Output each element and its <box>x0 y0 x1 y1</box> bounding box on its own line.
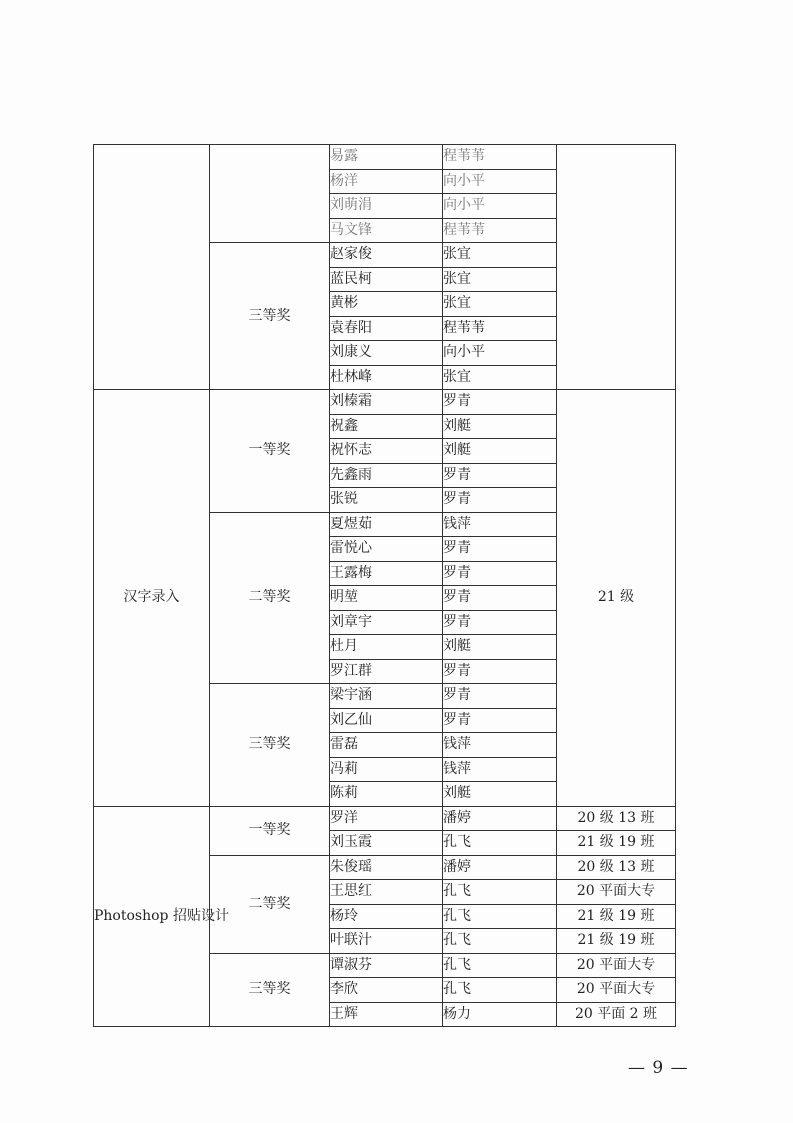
student-name-cell: 张锐 <box>330 488 443 513</box>
student-name-cell: 王思红 <box>330 880 443 905</box>
student-name-cell: 祝怀志 <box>330 439 443 464</box>
awards-table <box>93 144 676 1027</box>
student-name-cell: 蓝民柯 <box>330 267 443 292</box>
teacher-name-cell: 孔飞 <box>443 953 557 978</box>
student-name-cell: 罗洋 <box>330 806 443 831</box>
teacher-name-cell: 罗青 <box>443 684 557 709</box>
student-name-cell: 夏煜茹 <box>330 512 443 537</box>
student-name-cell: 陈莉 <box>330 782 443 807</box>
teacher-name-cell: 刘艇 <box>443 414 557 439</box>
student-name-cell: 刘萌涓 <box>330 194 443 219</box>
student-name-cell: 杨洋 <box>330 169 443 194</box>
teacher-name-cell: 罗青 <box>443 537 557 562</box>
class-cell: 21 级 19 班 <box>557 929 676 954</box>
student-name-cell: 马文锋 <box>330 218 443 243</box>
student-name-cell: 明堃 <box>330 586 443 611</box>
student-name-cell: 赵家俊 <box>330 243 443 268</box>
teacher-name-cell: 罗青 <box>443 463 557 488</box>
category-cell: Photoshop 招贴设计 <box>94 806 210 1027</box>
class-cell: 21 级 19 班 <box>557 831 676 856</box>
award-level-cell: 三等奖 <box>210 243 330 390</box>
student-name-cell: 刘乙仙 <box>330 708 443 733</box>
student-name-cell: 王辉 <box>330 1002 443 1027</box>
award-level-cell: 二等奖 <box>210 512 330 684</box>
student-name-cell: 刘榛霜 <box>330 390 443 415</box>
student-name-cell: 先鑫雨 <box>330 463 443 488</box>
teacher-name-cell: 杨力 <box>443 1002 557 1027</box>
teacher-name-cell: 罗青 <box>443 586 557 611</box>
student-name-cell: 刘章宇 <box>330 610 443 635</box>
award-level-cell <box>210 145 330 243</box>
award-level-cell: 一等奖 <box>210 390 330 513</box>
class-cell: 21 级 <box>557 390 676 807</box>
category-cell: 汉字录入 <box>94 390 210 807</box>
student-name-cell: 梁宇涵 <box>330 684 443 709</box>
class-cell: 20 级 13 班 <box>557 855 676 880</box>
teacher-name-cell: 罗青 <box>443 390 557 415</box>
teacher-name-cell: 刘艇 <box>443 635 557 660</box>
class-cell: 21 级 19 班 <box>557 904 676 929</box>
student-name-cell: 冯莉 <box>330 757 443 782</box>
teacher-name-cell: 张宜 <box>443 243 557 268</box>
teacher-name-cell: 孔飞 <box>443 904 557 929</box>
student-name-cell: 易露 <box>330 145 443 170</box>
student-name-cell: 杜林峰 <box>330 365 443 390</box>
teacher-name-cell: 刘艇 <box>443 782 557 807</box>
award-level-cell: 二等奖 <box>210 855 330 953</box>
student-name-cell: 刘玉霞 <box>330 831 443 856</box>
teacher-name-cell: 钱萍 <box>443 757 557 782</box>
teacher-name-cell: 孔飞 <box>443 880 557 905</box>
student-name-cell: 雷磊 <box>330 733 443 758</box>
teacher-name-cell: 罗青 <box>443 659 557 684</box>
student-name-cell: 刘康义 <box>330 341 443 366</box>
awards-table-body <box>94 145 676 1027</box>
teacher-name-cell: 向小平 <box>443 341 557 366</box>
student-name-cell: 杨玲 <box>330 904 443 929</box>
teacher-name-cell: 程苇苇 <box>443 316 557 341</box>
page-number: — 9 — <box>628 1058 689 1078</box>
teacher-name-cell: 罗青 <box>443 488 557 513</box>
student-name-cell: 雷悦心 <box>330 537 443 562</box>
teacher-name-cell: 孔飞 <box>443 978 557 1003</box>
category-cell <box>94 145 210 390</box>
award-level-cell: 一等奖 <box>210 806 330 855</box>
teacher-name-cell: 罗青 <box>443 610 557 635</box>
teacher-name-cell: 程苇苇 <box>443 218 557 243</box>
student-name-cell: 谭淑芬 <box>330 953 443 978</box>
award-level-cell: 三等奖 <box>210 684 330 807</box>
student-name-cell: 祝鑫 <box>330 414 443 439</box>
teacher-name-cell: 向小平 <box>443 169 557 194</box>
teacher-name-cell: 孔飞 <box>443 831 557 856</box>
class-cell <box>557 145 676 390</box>
student-name-cell: 杜月 <box>330 635 443 660</box>
teacher-name-cell: 孔飞 <box>443 929 557 954</box>
teacher-name-cell: 钱萍 <box>443 512 557 537</box>
student-name-cell: 袁春阳 <box>330 316 443 341</box>
table-row <box>94 145 676 170</box>
class-cell: 20 级 13 班 <box>557 806 676 831</box>
student-name-cell: 李欣 <box>330 978 443 1003</box>
teacher-name-cell: 刘艇 <box>443 439 557 464</box>
teacher-name-cell: 张宜 <box>443 292 557 317</box>
student-name-cell: 罗江群 <box>330 659 443 684</box>
teacher-name-cell: 潘婷 <box>443 806 557 831</box>
teacher-name-cell: 向小平 <box>443 194 557 219</box>
student-name-cell: 王露梅 <box>330 561 443 586</box>
class-cell: 20 平面大专 <box>557 880 676 905</box>
teacher-name-cell: 程苇苇 <box>443 145 557 170</box>
class-cell: 20 平面大专 <box>557 978 676 1003</box>
teacher-name-cell: 张宜 <box>443 365 557 390</box>
teacher-name-cell: 钱萍 <box>443 733 557 758</box>
class-cell: 20 平面大专 <box>557 953 676 978</box>
student-name-cell: 黄彬 <box>330 292 443 317</box>
teacher-name-cell: 罗青 <box>443 561 557 586</box>
teacher-name-cell: 罗青 <box>443 708 557 733</box>
table-row <box>94 806 676 831</box>
table-row <box>94 390 676 415</box>
student-name-cell: 叶联汁 <box>330 929 443 954</box>
class-cell: 20 平面 2 班 <box>557 1002 676 1027</box>
award-level-cell: 三等奖 <box>210 953 330 1027</box>
teacher-name-cell: 张宜 <box>443 267 557 292</box>
student-name-cell: 朱俊瑶 <box>330 855 443 880</box>
teacher-name-cell: 潘婷 <box>443 855 557 880</box>
